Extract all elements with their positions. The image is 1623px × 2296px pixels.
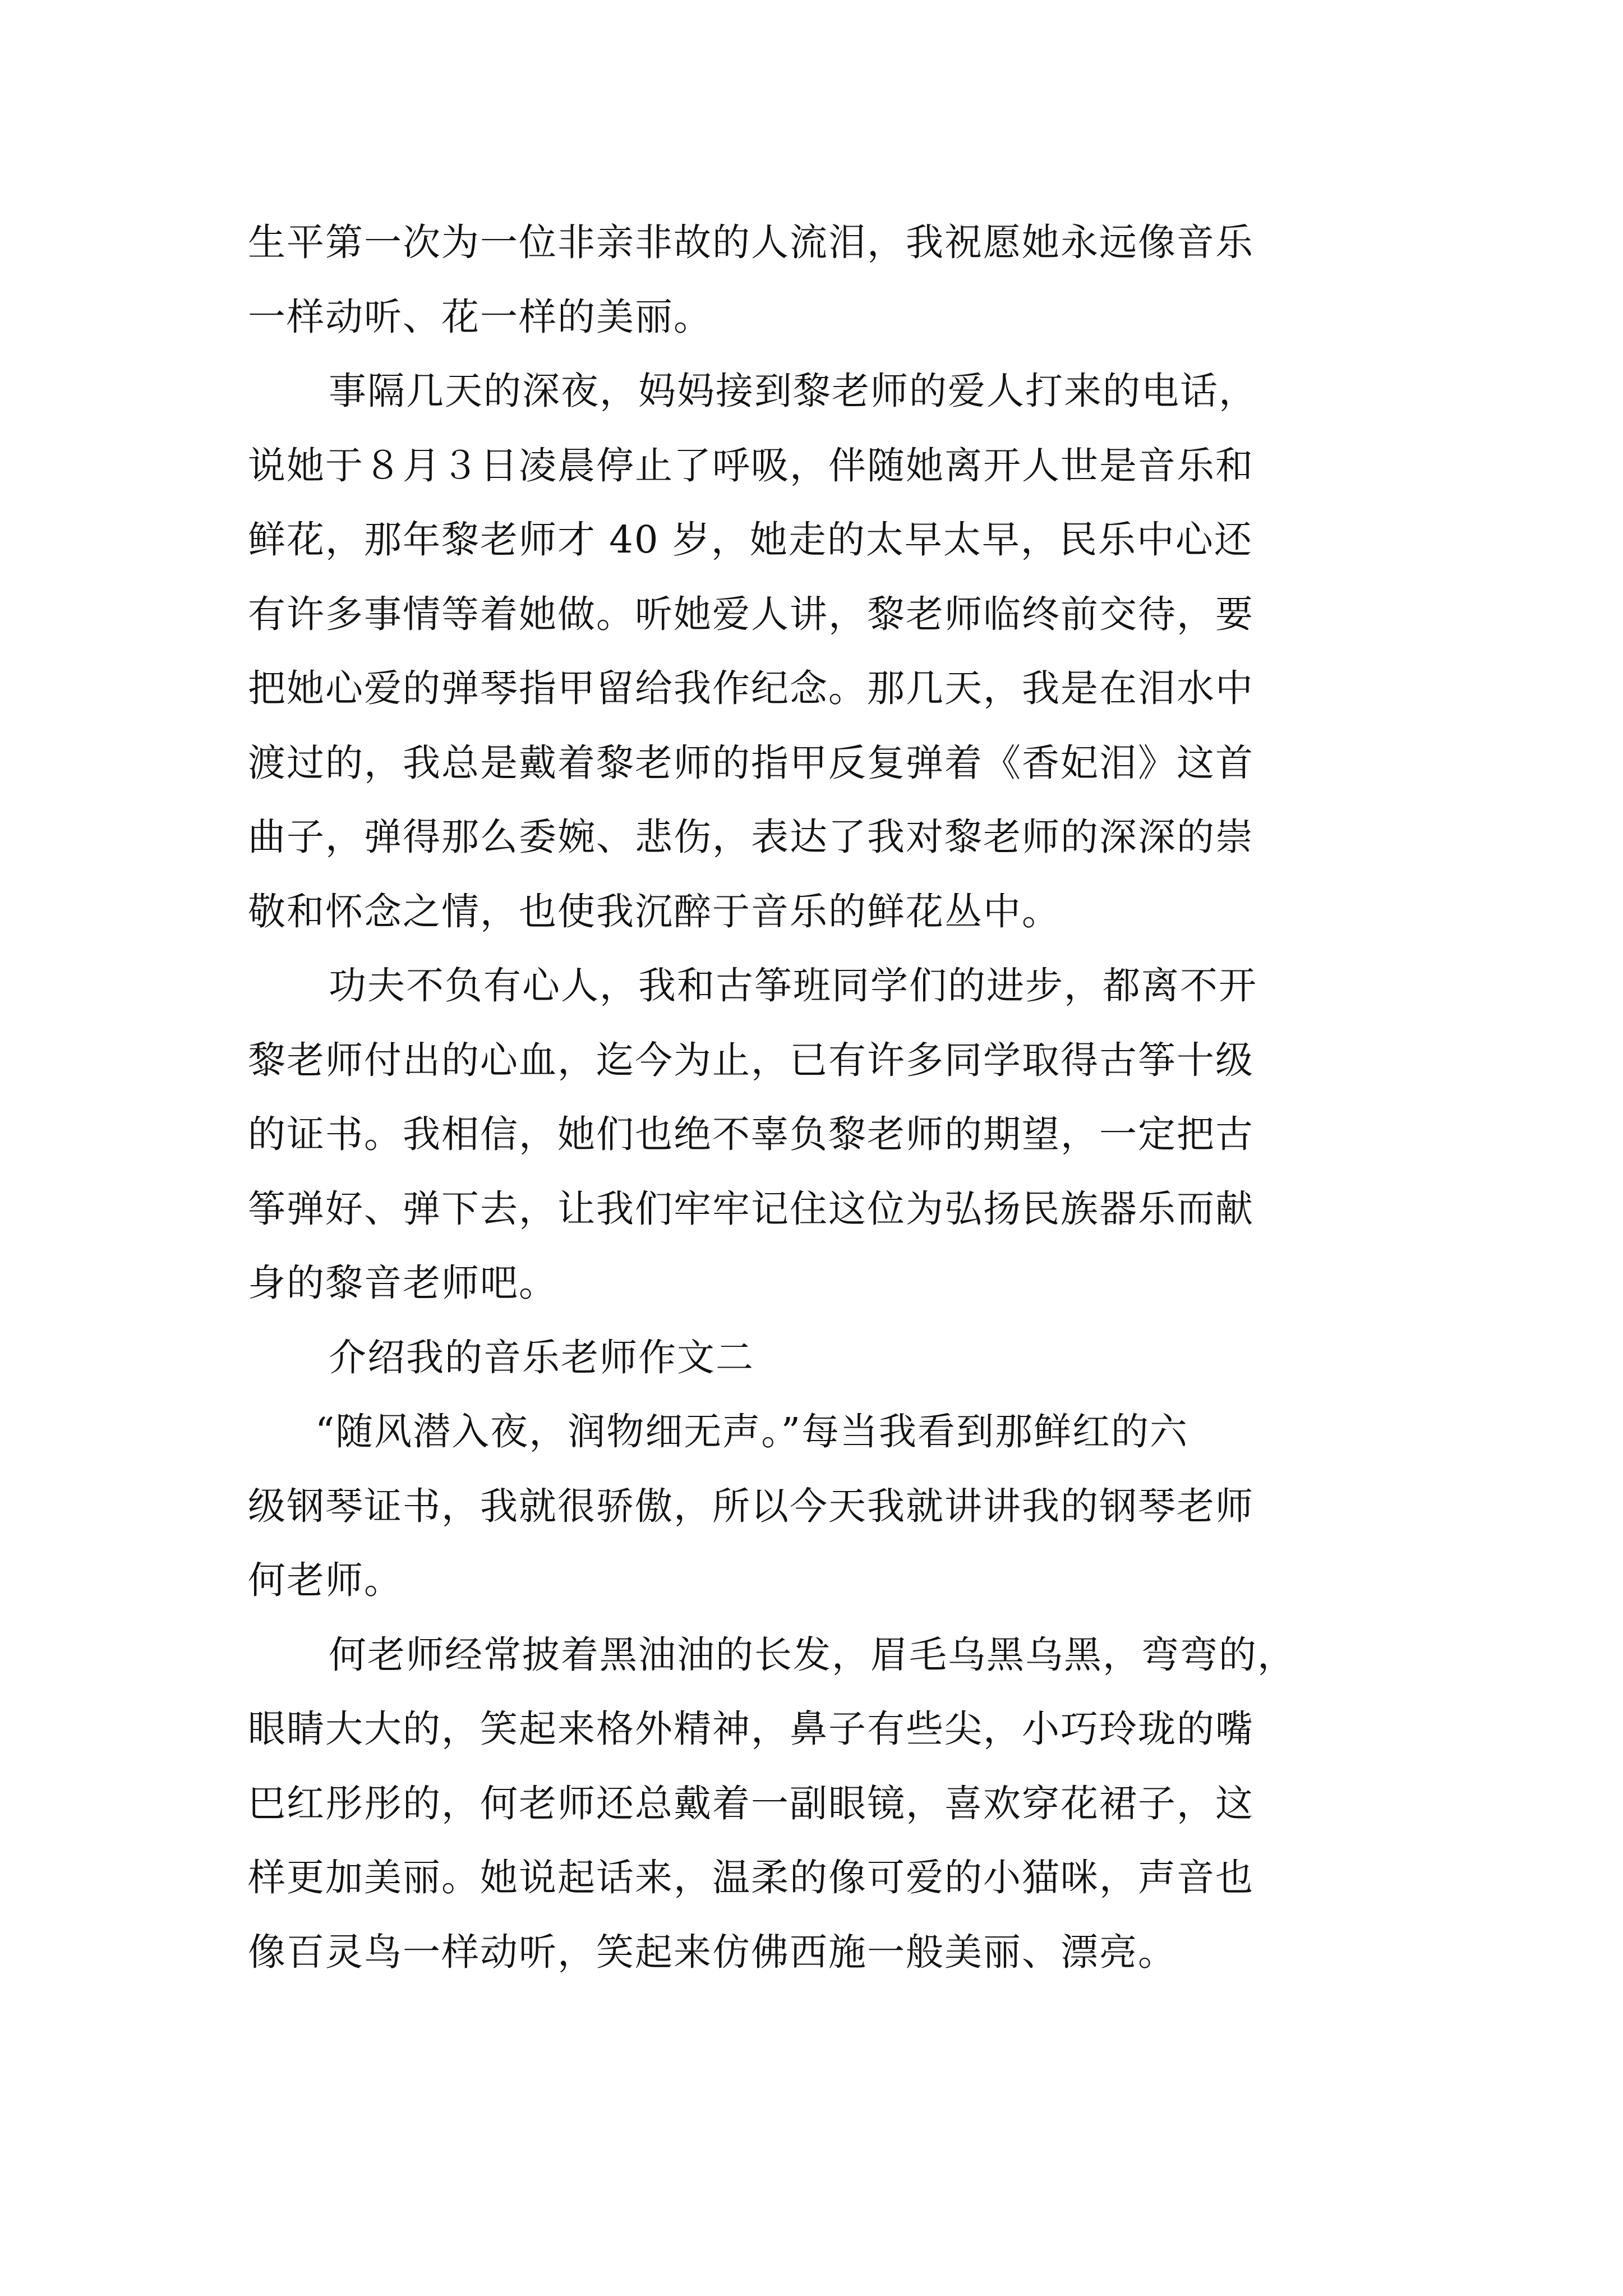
text-line: 渡过的，我总是戴着黎老师的指甲反复弹着《香妃泪》这首: [248, 740, 1254, 785]
text-line: 黎老师付出的心血，迄今为止，已有许多同学取得古筝十级: [248, 1038, 1254, 1082]
text-line: 一样动听、花一样的美丽。: [248, 295, 712, 339]
text-line: 有许多事情等着她做。听她爱人讲，黎老师临终前交待，要: [248, 592, 1254, 636]
text-line: “随风潜入夜，润物细无声。”每当我看到那鲜红的六: [315, 1410, 1189, 1453]
text-line: 功夫不负有心人，我和古筝班同学们的进步，都离不开: [329, 964, 1257, 1007]
paragraph-p1: [248, 205, 1375, 354]
text-line: 身的黎音老师吧。: [248, 1261, 557, 1305]
paragraph-p3: [248, 949, 1375, 1320]
text-line: 曲子，弹得那么委婉、悲伤，表达了我对黎老师的深深的崇: [248, 815, 1254, 859]
text-line: 巴红彤彤的，何老师还总戴着一副眼镜，喜欢穿花裙子，这: [248, 1781, 1254, 1825]
text-line: 敬和怀念之情，也使我沉醉于音乐的鲜花丛中。: [248, 889, 1061, 933]
text-line: 筝弹好、弹下去，让我们牢牢记住这位为弘扬民族器乐而献: [248, 1186, 1254, 1231]
paragraph-p4: [248, 1395, 1375, 1618]
paragraph-p5: [248, 1618, 1375, 1990]
section-heading: [248, 1320, 1375, 1395]
paragraph-p2: [248, 354, 1375, 949]
text-line: 事隔几天的深夜，妈妈接到黎老师的爱人打来的电话，: [329, 369, 1257, 413]
text-line: 何老师经常披着黑油油的长发，眉毛乌黑乌黑，弯弯的，: [329, 1632, 1296, 1677]
text-line: 生平第一次为一位非亲非故的人流泪，我祝愿她永远像音乐: [248, 220, 1254, 264]
text-line: 鲜花，那年黎老师才 40 岁，她走的太早太早，民乐中心还: [248, 518, 1253, 562]
text-line: 样更加美丽。她说起话来，温柔的像可爱的小猫咪，声音也: [248, 1856, 1254, 1899]
text-line: 的证书。我相信，她们也绝不辜负黎老师的期望，一定把古: [248, 1112, 1254, 1156]
text-line: 何老师。: [248, 1558, 403, 1602]
document-body: [248, 205, 1375, 1989]
text-line: 说她于８月３日凌晨停止了呼吸，伴随她离开人世是音乐和: [248, 443, 1254, 487]
section-title: 介绍我的音乐老师作文二: [329, 1335, 754, 1379]
text-line: 像百灵鸟一样动听，笑起来仿佛西施一般美丽、漂亮。: [248, 1930, 1177, 1974]
text-line: 级钢琴证书，我就很骄傲，所以今天我就讲讲我的钢琴老师: [248, 1484, 1254, 1528]
text-line: 把她心爱的弹琴指甲留给我作纪念。那几天，我是在泪水中: [248, 666, 1254, 710]
text-line: 眼睛大大的，笑起来格外精神，鼻子有些尖，小巧玲珑的嘴: [248, 1707, 1254, 1751]
